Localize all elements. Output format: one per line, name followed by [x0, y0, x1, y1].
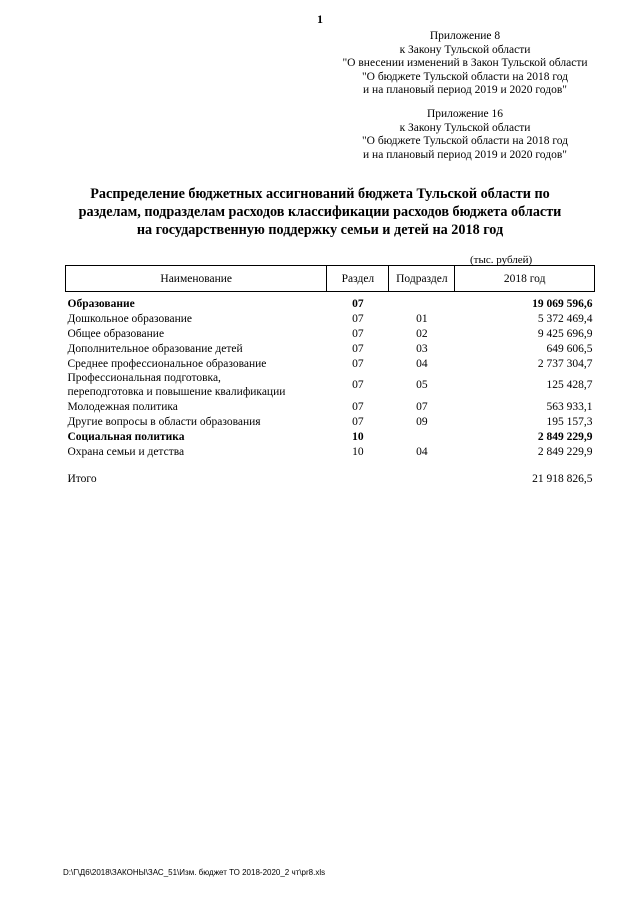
page-number: 1: [317, 12, 323, 26]
appendix-8-line: "О внесении изменений в Закон Тульской области: [342, 57, 588, 69]
table-row: [66, 371, 595, 399]
title-line: разделам, подразделам расходов классификации расходов бюджета области: [78, 204, 562, 220]
row-subsection: [389, 429, 455, 444]
appendix-8-line: и на плановый период 2019 и 2020 годов": [363, 84, 567, 96]
table-row: [66, 292, 595, 312]
row-section: 07: [352, 342, 364, 355]
appendix-8-line: "О бюджете Тульской области на 2018 год: [361, 70, 569, 83]
header-name: Наименование: [66, 266, 327, 292]
header-section: Раздел: [327, 266, 389, 292]
appendix-8-line: к Закону Тульской области: [399, 43, 531, 56]
table-row: [66, 356, 595, 371]
units-label: (тыс. рублей): [470, 254, 533, 266]
row-amount: 2 737 304,7: [537, 357, 593, 370]
row-name: Среднее профессиональное образование: [67, 357, 267, 370]
row-subsection: 01: [416, 312, 428, 325]
row-name: Образование: [67, 297, 135, 310]
row-section: 10: [352, 430, 364, 443]
document-title: [30, 185, 610, 239]
row-name: [66, 371, 327, 399]
table-row: [66, 399, 595, 414]
row-name: Дошкольное образование: [67, 312, 193, 325]
total-subsection-empty: [389, 459, 455, 486]
row-name: Общее образование: [67, 327, 165, 340]
row-amount: 125 428,7: [546, 379, 593, 391]
table-row: [66, 341, 595, 356]
row-section: 07: [352, 400, 364, 413]
appendix-8-line: Приложение 8: [429, 30, 501, 42]
row-section: 07: [352, 327, 364, 340]
row-amount: 563 933,1: [546, 400, 593, 413]
row-amount: 2 849 229,9: [537, 445, 593, 458]
row-subsection: 09: [416, 415, 428, 428]
table-row: [66, 311, 595, 326]
appendix-16-line: к Закону Тульской области: [399, 121, 531, 134]
table-row: [66, 444, 595, 459]
row-section: 07: [352, 415, 364, 428]
table-row: [66, 326, 595, 341]
row-name: Дополнительное образование детей: [67, 342, 243, 355]
row-amount: 19 069 596,6: [532, 297, 593, 310]
appendix-16-line: Приложение 16: [426, 108, 504, 120]
budget-table: [65, 265, 595, 486]
header-subsection: Подраздел: [389, 266, 455, 292]
row-amount: 649 606,5: [546, 342, 593, 355]
appendix-16-header: [300, 108, 630, 162]
table-row: [66, 414, 595, 429]
row-section: 07: [352, 312, 364, 325]
row-section: 07: [352, 357, 364, 370]
row-subsection: 05: [416, 379, 428, 391]
row-name: Другие вопросы в области образования: [67, 415, 261, 428]
title-line: Распределение бюджетных ассигнований бюджета Тульской области по: [90, 186, 550, 202]
row-name-line: Профессиональная подготовка,: [67, 372, 221, 384]
row-subsection: 02: [416, 327, 428, 340]
table-row: [66, 429, 595, 444]
total-section-empty: [327, 459, 389, 486]
row-section: 10: [352, 445, 364, 458]
row-section: 07: [352, 379, 364, 391]
row-name: Охрана семьи и детства: [67, 445, 185, 458]
row-subsection: 04: [416, 357, 428, 370]
appendix-16-line: "О бюджете Тульской области на 2018 год: [361, 135, 569, 147]
total-amount: 21 918 826,5: [532, 472, 593, 485]
row-subsection: 04: [416, 445, 428, 458]
appendix-8-header: [300, 30, 630, 98]
title-line: на государственную поддержку семьи и детей на 2018 год: [136, 222, 504, 238]
row-name-line: переподготовка и повышение квалификации: [67, 386, 286, 398]
appendix-16-line: и на плановый период 2019 и 2020 годов": [363, 148, 567, 161]
row-subsection: 07: [416, 400, 428, 413]
row-amount: 5 372 469,4: [537, 312, 593, 325]
row-name: Социальная политика: [67, 430, 185, 443]
row-section: 07: [352, 297, 364, 310]
row-subsection: 03: [416, 342, 428, 355]
file-path-footer: D:\Г\Д6\2018\ЗАКОНЫ\ЗАС_51\Изм. бюджет ТО 2018-2020_2 чт\pr8.xls: [63, 868, 326, 877]
row-amount: 195 157,3: [546, 415, 593, 428]
total-label: Итого: [67, 472, 97, 485]
row-name: Молодежная политика: [67, 400, 178, 413]
row-amount: 2 849 229,9: [537, 430, 593, 443]
row-subsection: [389, 292, 455, 312]
total-row: [66, 459, 595, 486]
header-year: 2018 год: [455, 266, 595, 292]
table-header-row: [66, 266, 595, 292]
row-amount: 9 425 696,9: [537, 327, 593, 340]
